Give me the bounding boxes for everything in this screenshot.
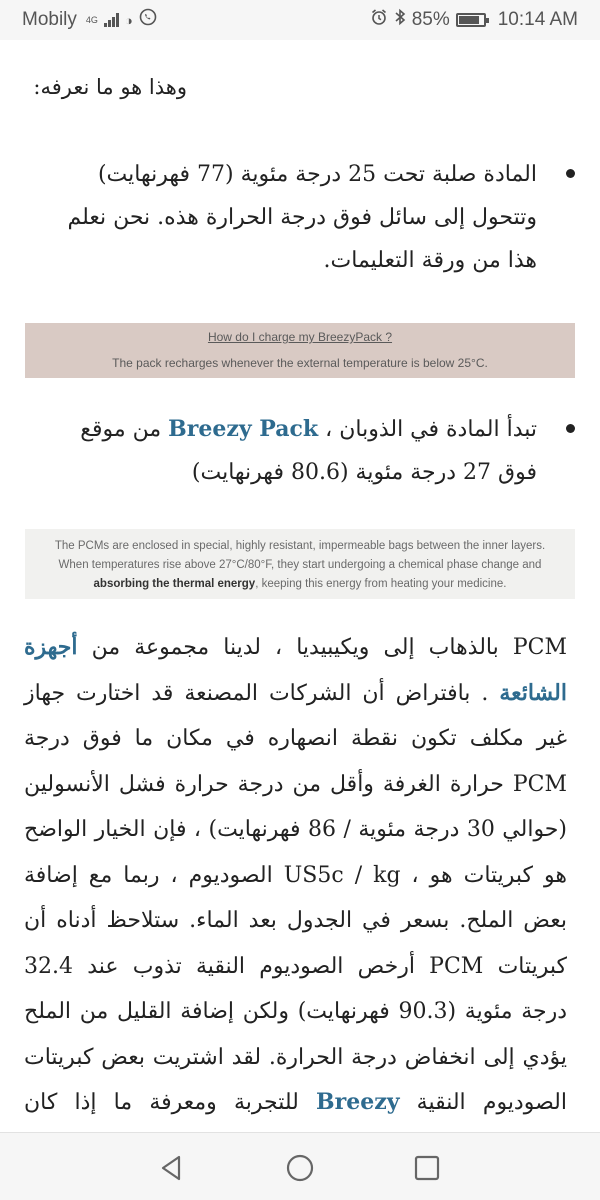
image2-line3-rest: , keeping this energy from heating your medicine. [255, 578, 507, 590]
main-part2: . بافتراض أن الشركات المصنعة قد اختارت جهاز غير مكلف تكون نقطة انصهاره في مكان ما فوق درجة PCM حرارة الغرفة وأقل من درجة حرارة فشل الأنسولين (حوالي 30 درجة مئوية / 86 فهرنهايت) ، فإن الخيار الواضح هو كبريتات هو ، US5c / kg الصوديوم ، ربما مع إضافة بعض الملح. بسعر في الجدول بعد الماء. ستلاحظ أدناه أن كبريتات PCM أرخص الصوديوم النقية تذوب عند 32.4 درجة مئوية (90.3 فهرنهايت) ولكن إضافة القليل من الملح يؤدي إلى انخفاض درجة الحرارة. لقد اشتريت بعض كبريتات الصوديوم النقية [24, 680, 568, 1115]
breezy-link[interactable]: Breezy [316, 1089, 400, 1115]
back-triangle-icon [157, 1153, 187, 1183]
status-right [370, 8, 578, 32]
navigation-bar [0, 1132, 600, 1200]
pcm-description-image [25, 529, 575, 599]
back-button[interactable] [157, 1153, 187, 1183]
bluetooth-icon [394, 8, 406, 32]
recent-square-icon [412, 1153, 442, 1183]
bullet-item-2 [60, 408, 537, 494]
whatsapp-icon [139, 8, 157, 32]
network-type-badge: 4G [85, 14, 98, 25]
bullet2-before: تبدأ المادة في الذوبان ، [318, 417, 537, 442]
main-part1: PCM بالذهاب إلى ويكيبيديا ، لدينا مجموعة من [77, 635, 567, 660]
signal-icon [104, 13, 119, 27]
intro-text: وهذا هو ما نعرفه: [33, 75, 187, 99]
bullet-item-1: المادة صلبة تحت 25 درجة مئوية (77 فهرنهايت) وتتحول إلى سائل فوق درجة الحرارة هذه. نحن نعلم هذا من ورقة التعليمات. [60, 153, 537, 282]
battery-icon [456, 13, 486, 27]
image2-line2: When temperatures rise above 27°C/80°F, they start undergoing a chemical phase change and [58, 559, 542, 571]
bullet2-after: من موقع فوق 27 درجة مئوية (80.6 فهرنهايت) [80, 417, 537, 485]
pcm-devices-link[interactable]: أجهزة الشائعة [24, 634, 567, 706]
status-bar [0, 0, 600, 40]
main-part3: للتجربة ومعرفة ما إذا كان [24, 1090, 299, 1115]
image2-line1: The PCMs are enclosed in special, highly resistant, impermeable bags between the inner layers. [54, 540, 546, 552]
breezy-pack-link[interactable]: Breezy Pack [168, 416, 319, 442]
carrier-name: Mobily [22, 9, 77, 30]
image-question: How do I charge my BreezyPack ? [207, 330, 393, 344]
battery-level [459, 16, 479, 24]
image-answer: The pack recharges whenever the external temperature is below 25°C. [112, 356, 488, 370]
image2-bold: absorbing the thermal energy [93, 578, 256, 590]
alarm-icon [370, 8, 388, 32]
recent-apps-button[interactable] [412, 1153, 442, 1183]
image2-line3 [25, 575, 575, 594]
article-content[interactable] [0, 40, 600, 1132]
status-left [22, 8, 157, 32]
home-circle-icon [285, 1153, 315, 1183]
main-paragraph [24, 625, 567, 1171]
clock: 10:14 AM [497, 9, 578, 30]
home-button[interactable] [285, 1153, 315, 1183]
instructions-screenshot-image [25, 323, 575, 378]
battery-percent: 85% [411, 9, 450, 30]
data-saver-icon: ◑ [124, 12, 133, 28]
